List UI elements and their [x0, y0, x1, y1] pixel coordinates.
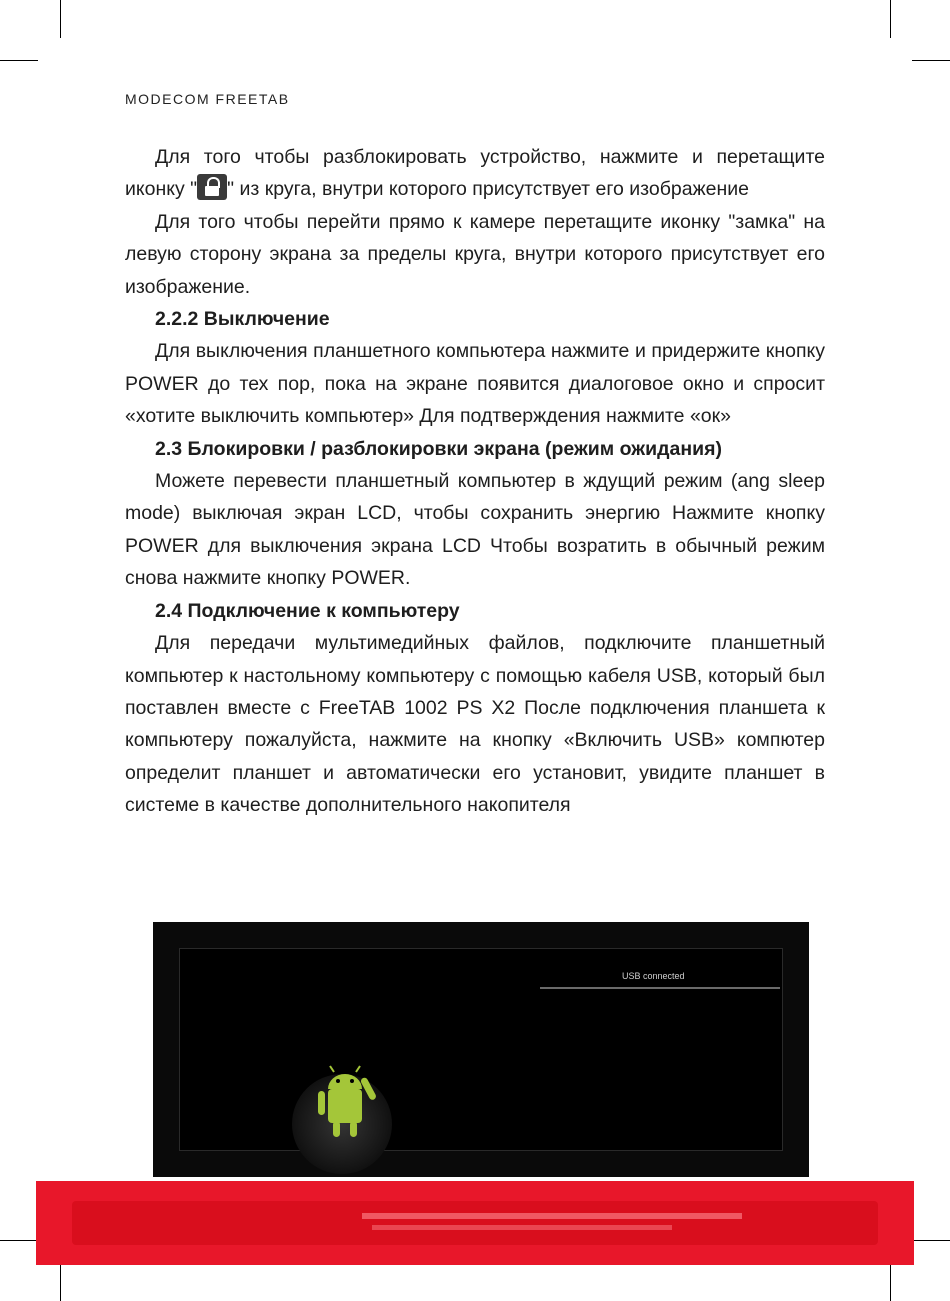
- banner-blurred-text: [362, 1213, 742, 1219]
- paragraph-shutdown: Для выключения планшетного компьютера нажмите и придержите кнопку POWER до тех пор, пока на экране появится диалоговое окно и спросит «хотите выключить компьютер» Для подтверждения нажмите «ок»: [125, 340, 825, 428]
- crop-mark: [0, 1240, 38, 1241]
- page-content: [125, 141, 825, 822]
- usb-title-underline: [540, 987, 780, 989]
- footer-banner: [36, 1181, 914, 1265]
- paragraph-unlock: [125, 141, 825, 206]
- heading-screen-lock: 2.3 Блокировки / разблокировки экрана (режим ожидания): [155, 437, 722, 460]
- lock-icon: [197, 174, 227, 200]
- paragraph-text: " из круга, внутри которого присутствует его изображение: [227, 178, 750, 201]
- usb-connection-screenshot: [153, 922, 809, 1177]
- heading-shutdown: 2.2.2 Выключение: [155, 308, 330, 331]
- banner-blurred-text: [372, 1225, 672, 1230]
- paragraph-text: Для того чтобы разблокировать устройство, нажмите и перетащите иконку ": [125, 146, 825, 201]
- crop-mark: [912, 60, 950, 61]
- tablet-screen: [179, 948, 783, 1151]
- paragraph-sleep-mode: Можете перевести планшетный компьютер в ждущий режим (ang sleep mode) выключая экран LCD, чтобы сохранить энергию Нажмите кнопку POWER для выключения экрана LCD Чтобы возратить в обычный режим снова нажмите кнопку POWER.: [125, 470, 825, 590]
- crop-mark: [890, 0, 891, 38]
- usb-connected-title: USB connected: [622, 971, 685, 981]
- footer-banner-inner: [72, 1201, 878, 1245]
- paragraph-pc-connection: Для передачи мультимедийных файлов, подключите планшетный компьютер к настольному компьютеру с помощью кабеля USB, который был поставлен вместе с FreeTAB 1002 PS X2 После подключения планшета к компьютеру пожалуйста, нажмите на кнопку «Включить USB» компютер определит планшет и автоматически его установит, увидите планшет в системе в качестве дополнительного накопителя: [125, 632, 825, 817]
- crop-mark: [60, 1263, 61, 1301]
- crop-mark: [0, 60, 38, 61]
- paragraph-camera: Для того чтобы перейти прямо к камере перетащите иконку "замка" на левую сторону экрана за пределы круга, внутри которого присутствует его изображение.: [125, 210, 825, 298]
- heading-pc-connection: 2.4 Подключение к компьютеру: [155, 599, 460, 622]
- crop-mark: [912, 1240, 950, 1241]
- page-header: MODECOM FREETAB: [125, 91, 290, 107]
- android-robot-icon: [308, 1047, 388, 1157]
- crop-mark: [890, 1263, 891, 1301]
- crop-mark: [60, 0, 61, 38]
